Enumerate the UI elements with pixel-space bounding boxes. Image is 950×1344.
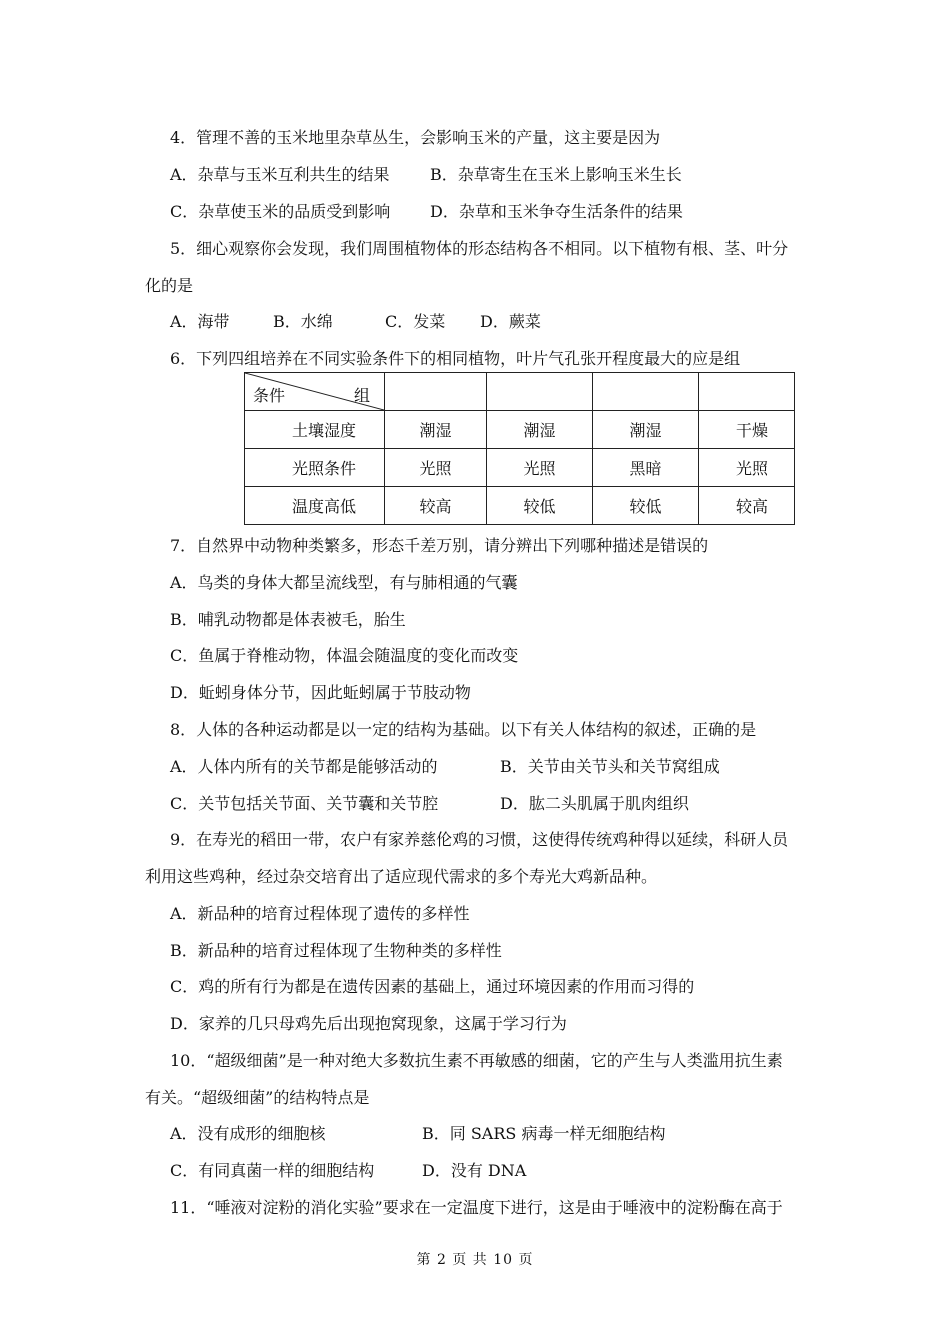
table-cell: 光照	[699, 449, 795, 487]
conditions-table	[244, 372, 795, 525]
group-header-cell	[487, 373, 593, 411]
group-header-cell	[385, 373, 487, 411]
q8-stem: 8．人体的各种运动都是以一定的结构为基础。以下有关人体结构的叙述，正确的是	[170, 720, 757, 739]
q9-stem-line2: 利用这些鸡种，经过杂交培育出了适应现代需求的多个寿光大鸡新品种。	[145, 867, 658, 886]
q5-option-d: D．蕨菜	[480, 312, 541, 331]
group-header-cell	[593, 373, 699, 411]
q10-stem-line2: 有关。“超级细菌”的结构特点是	[145, 1088, 370, 1107]
row-label-light: 光照条件	[245, 449, 385, 487]
q10-stem-line1: 10．“超级细菌”是一种对绝大多数抗生素不再敏感的细菌，它的产生与人类滥用抗生素	[170, 1051, 783, 1070]
table-corner-cell	[245, 373, 385, 411]
q9-option-c: C．鸡的所有行为都是在遗传因素的基础上，通过环境因素的作用而习得的	[170, 977, 695, 996]
q9-option-a: A．新品种的培育过程体现了遗传的多样性	[170, 904, 470, 923]
table-header-row	[245, 373, 795, 411]
q8-option-c: C．关节包括关节面、关节囊和关节腔	[170, 794, 439, 813]
table-cell: 较高	[699, 487, 795, 525]
q4-option-c: C．杂草使玉米的品质受到影响	[170, 202, 391, 221]
q5-stem-line1: 5．细心观察你会发现，我们周围植物体的形态结构各不相同。以下植物有根、茎、叶分	[170, 239, 789, 258]
q4-option-d: D．杂草和玉米争夺生活条件的结果	[430, 202, 683, 221]
q8-option-b: B．关节由关节头和关节窝组成	[500, 757, 720, 776]
q7-option-d: D．蚯蚓身体分节，因此蚯蚓属于节肢动物	[170, 683, 471, 702]
q11-stem-line1: 11．“唾液对淀粉的消化实验”要求在一定温度下进行，这是由于唾液中的淀粉酶在高于	[170, 1198, 783, 1217]
q7-option-a: A．鸟类的身体大都呈流线型，有与肺相通的气囊	[170, 573, 518, 592]
table-cell: 较高	[385, 487, 487, 525]
q7-stem: 7．自然界中动物种类繁多，形态千差万别，请分辨出下列哪种描述是错误的	[170, 536, 709, 555]
table-cell: 光照	[385, 449, 487, 487]
table-row	[245, 487, 795, 525]
table-cell: 黑暗	[593, 449, 699, 487]
q9-stem-line1: 9．在寿光的稻田一带，农户有家养慈伦鸡的习惯，这使得传统鸡种得以延续，科研人员	[170, 830, 789, 849]
table-row	[245, 449, 795, 487]
q9-option-d: D．家养的几只母鸡先后出现抱窝现象，这属于学习行为	[170, 1014, 567, 1033]
q4-option-a: A．杂草与玉米互利共生的结果	[170, 165, 390, 184]
table-cell: 光照	[487, 449, 593, 487]
table-cell: 干燥	[699, 411, 795, 449]
q4-stem: 4．管理不善的玉米地里杂草丛生，会影响玉米的产量，这主要是因为	[170, 128, 661, 147]
table-cell: 潮湿	[487, 411, 593, 449]
q10-option-b: B．同 SARS 病毒一样无细胞结构	[422, 1124, 666, 1143]
page-footer: 第 2 页 共 10 页	[416, 1252, 534, 1268]
q10-option-a: A．没有成形的细胞核	[170, 1124, 326, 1143]
table-cell: 潮湿	[385, 411, 487, 449]
q5-option-a: A．海带	[170, 312, 230, 331]
row-label-temperature: 温度高低	[245, 487, 385, 525]
q5-option-b: B．水绵	[273, 312, 333, 331]
corner-label-condition: 条件	[253, 386, 286, 405]
table-cell: 较低	[487, 487, 593, 525]
q8-option-d: D．肱二头肌属于肌肉组织	[500, 794, 689, 813]
q4-option-b: B．杂草寄生在玉米上影响玉米生长	[430, 165, 682, 184]
q9-option-b: B．新品种的培育过程体现了生物种类的多样性	[170, 941, 502, 960]
q6-stem: 6．下列四组培养在不同实验条件下的相同植物，叶片气孔张开程度最大的应是组	[170, 349, 741, 368]
table-cell: 较低	[593, 487, 699, 525]
q7-option-b: B．哺乳动物都是体表被毛，胎生	[170, 610, 406, 629]
corner-label-group: 组	[353, 386, 370, 405]
table-cell: 潮湿	[593, 411, 699, 449]
q8-option-a: A．人体内所有的关节都是能够活动的	[170, 757, 438, 776]
q10-option-c: C．有同真菌一样的细胞结构	[170, 1161, 375, 1180]
group-header-cell	[699, 373, 795, 411]
q10-option-d: D．没有 DNA	[422, 1161, 527, 1180]
table-row	[245, 411, 795, 449]
q5-option-c: C．发菜	[385, 312, 446, 331]
row-label-soil-moisture: 土壤湿度	[245, 411, 385, 449]
q7-option-c: C．鱼属于脊椎动物，体温会随温度的变化而改变	[170, 646, 519, 665]
q5-stem-line2: 化的是	[145, 276, 194, 295]
